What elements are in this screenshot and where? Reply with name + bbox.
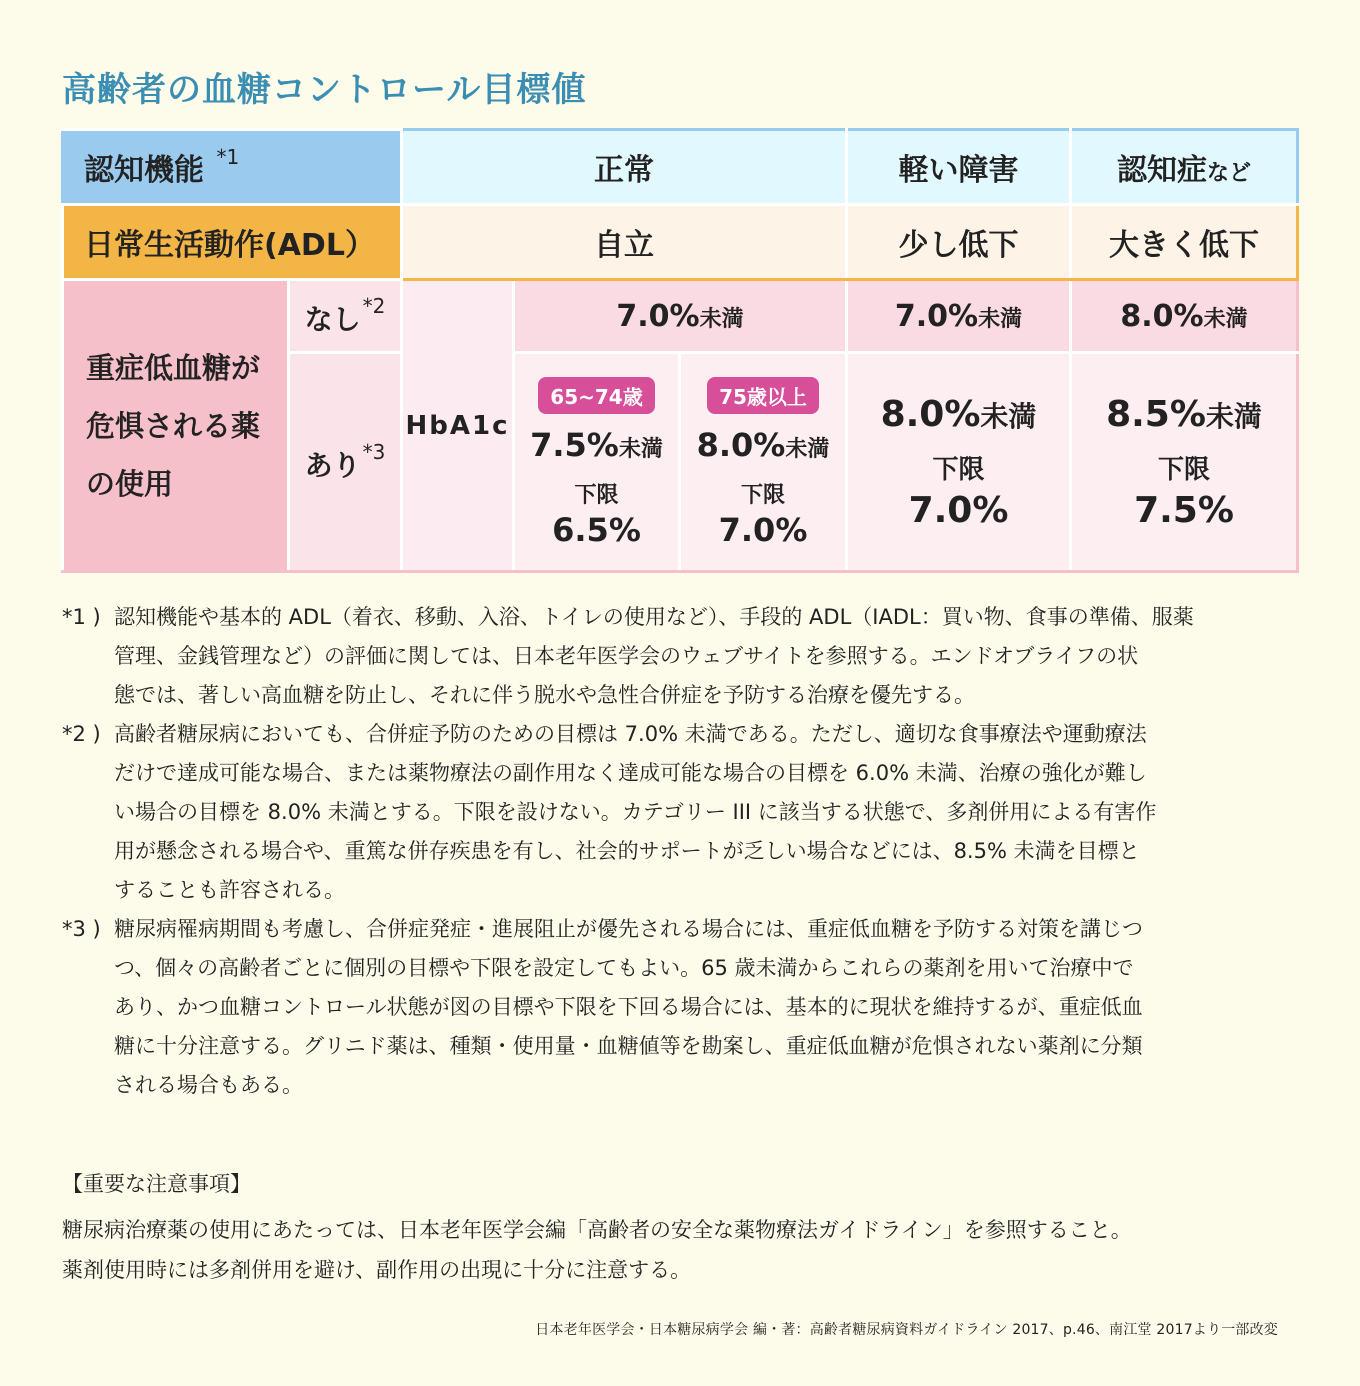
important-heading: 【重要な注意事項】 [62, 1172, 251, 1196]
footnote-mark: *3 ) [62, 917, 101, 941]
none-label-cell [289, 280, 402, 353]
cognitive-mild: 軽い障害 [847, 130, 1071, 205]
cognitive-dementia-cell [1071, 130, 1298, 205]
lower-limit-label: 下限 [1157, 454, 1210, 485]
lower-limit-label: 下限 [740, 483, 785, 508]
footnote-line: あり、かつ血糖コントロール状態が図の目標や下限を下回る場合には、基本的に現状を維持するが、重症低血 [114, 995, 1143, 1019]
target-unit: 未満 [978, 306, 1023, 332]
cognitive-normal: 正常 [402, 130, 847, 205]
target-line [848, 394, 1069, 435]
yes-age-a-cell [514, 353, 680, 572]
footnote-line: つ、個々の高齢者ごとに個別の目標や下限を設定してもよい。65 歳未満からこれらの薬剤を用いて治療中で [114, 956, 1134, 980]
cognitive-dementia: 認知症 [1116, 153, 1207, 188]
footnote-mark: *1 ) [62, 605, 101, 629]
lower-limit-label: 下限 [574, 483, 619, 508]
cognitive-label-cell [63, 130, 402, 205]
yes-dementia-cell [1071, 353, 1298, 572]
target-line [515, 426, 678, 464]
lower-limit-label: 下限 [932, 454, 985, 485]
hba1c-label: HbA1c [402, 280, 514, 572]
adl-large: 大きく低下 [1071, 205, 1298, 280]
footnote-line: 管理、金銭管理など）の評価に関しては、日本老年医学会のウェブサイトを参照する。エンドオブライフの状 [114, 644, 1139, 668]
footnote-line: 用が懸念される場合や、重篤な併存疾患を有し、社会的サポートが乏しい場合などには、8.5% 未満を目標と [114, 839, 1140, 863]
target-unit: 未満 [1203, 306, 1248, 332]
footnote-line: だけで達成可能な場合、または薬物療法の副作用なく達成可能な場合の目標を 6.0% 未満、治療の強化が難し [114, 761, 1147, 785]
target-value: 7.0% [894, 298, 979, 334]
target-unit: 未満 [618, 437, 663, 462]
adl-label: 日常生活動作(ADL） [63, 205, 402, 280]
none-footnote-mark: *2 [362, 294, 386, 318]
footnote-text [114, 715, 1302, 910]
target-value: 7.0% [616, 298, 700, 334]
cognitive-dementia-suffix: など [1206, 161, 1251, 186]
none-label: なし [304, 303, 361, 336]
lower-limit-value: 7.0% [718, 511, 808, 549]
target-unit: 未満 [699, 306, 744, 332]
important-notice [62, 1164, 1302, 1290]
adl-slight: 少し低下 [847, 205, 1071, 280]
yes-label-cell [289, 353, 402, 572]
important-line: 糖尿病治療薬の使用にあたっては、日本老年医学会編「高齢者の安全な薬物療法ガイドライン」を参照すること。 [62, 1218, 1132, 1242]
age-badge: 65~74歳 [538, 377, 654, 414]
target-value: 8.0% [1120, 298, 1204, 334]
page-title: 高齢者の血糖コントロール目標値 [62, 70, 587, 110]
target-value: 8.5% [1106, 393, 1206, 435]
row-cognitive [63, 130, 1298, 205]
footnote-line: 態では、著しい高血糖を防止し、それに伴う脱水や急性合併症を予防する治療を優先する。 [114, 683, 975, 707]
source-citation: 日本老年医学会・日本糖尿病学会 編・著：高齢者糖尿病資料ガイドライン 2017、p.46、南江堂 2017より一部改変 [535, 1322, 1278, 1338]
target-table [61, 128, 1299, 573]
yes-footnote-mark: *3 [362, 440, 386, 464]
drug-label-line: の使用 [86, 466, 174, 501]
cognitive-footnote-mark: *1 [216, 145, 240, 169]
footnote-line: 認知機能や基本的 ADL（着衣、移動、入浴、トイレの使用など）、手段的 ADL（IADL：買い物、食事の準備、服薬 [114, 605, 1194, 629]
cognitive-label: 認知機能 [84, 153, 204, 188]
target-line [1072, 394, 1296, 435]
lower-limit-value: 6.5% [552, 511, 641, 549]
lower-limit-value: 7.5% [1134, 489, 1234, 531]
important-line: 薬剤使用時には多剤併用を避け、副作用の出現に十分に注意する。 [62, 1258, 692, 1282]
drug-label [63, 280, 289, 572]
footnotes [62, 598, 1302, 1105]
drug-label-line: 重症低血糖が [86, 350, 261, 385]
footnote-line: 糖尿病罹病期間も考慮し、合併症発症・進展阻止が優先される場合には、重症低血糖を予防する対策を講じつ [114, 917, 1143, 941]
footnote-text [114, 910, 1302, 1105]
footnote-mark: *2 ) [62, 722, 101, 746]
none-dementia-target [1071, 280, 1298, 353]
yes-mild-cell [847, 353, 1071, 572]
adl-independent: 自立 [402, 205, 847, 280]
target-line [681, 426, 845, 464]
yes-age-b-cell [680, 353, 847, 572]
row-drug-none [63, 280, 1298, 353]
target-unit: 未満 [980, 399, 1037, 433]
footnote-line: い場合の目標を 8.0% 未満とする。下限を設けない。カテゴリー III に該当する状態で、多剤併用による有害作 [114, 800, 1157, 824]
footnote-1 [62, 598, 1302, 715]
lower-limit-value: 7.0% [908, 489, 1009, 531]
none-normal-target [514, 280, 847, 353]
target-unit: 未満 [785, 437, 830, 462]
footnote-2 [62, 715, 1302, 910]
footnote-line: することも許容される。 [114, 878, 345, 902]
footnote-line: 高齢者糖尿病においても、合併症予防のための目標は 7.0% 未満である。ただし、適切な食事療法や運動療法 [114, 722, 1147, 746]
target-value: 7.5% [530, 426, 619, 464]
footnote-3 [62, 910, 1302, 1105]
target-value: 8.0% [696, 426, 786, 464]
target-unit: 未満 [1205, 399, 1262, 433]
drug-label-line: 危惧される薬 [86, 408, 261, 443]
age-badge: 75歳以上 [707, 377, 819, 414]
row-adl [63, 205, 1298, 280]
footnote-line: される場合もある。 [114, 1073, 303, 1097]
footnote-line: 糖に十分注意する。グリニド薬は、種類・使用量・血糖値等を勘案し、重症低血糖が危惧されない薬剤に分類 [114, 1034, 1143, 1058]
footnote-text [114, 598, 1302, 715]
none-mild-target [847, 280, 1071, 353]
target-value: 8.0% [880, 393, 981, 435]
yes-label: あり [304, 449, 361, 482]
